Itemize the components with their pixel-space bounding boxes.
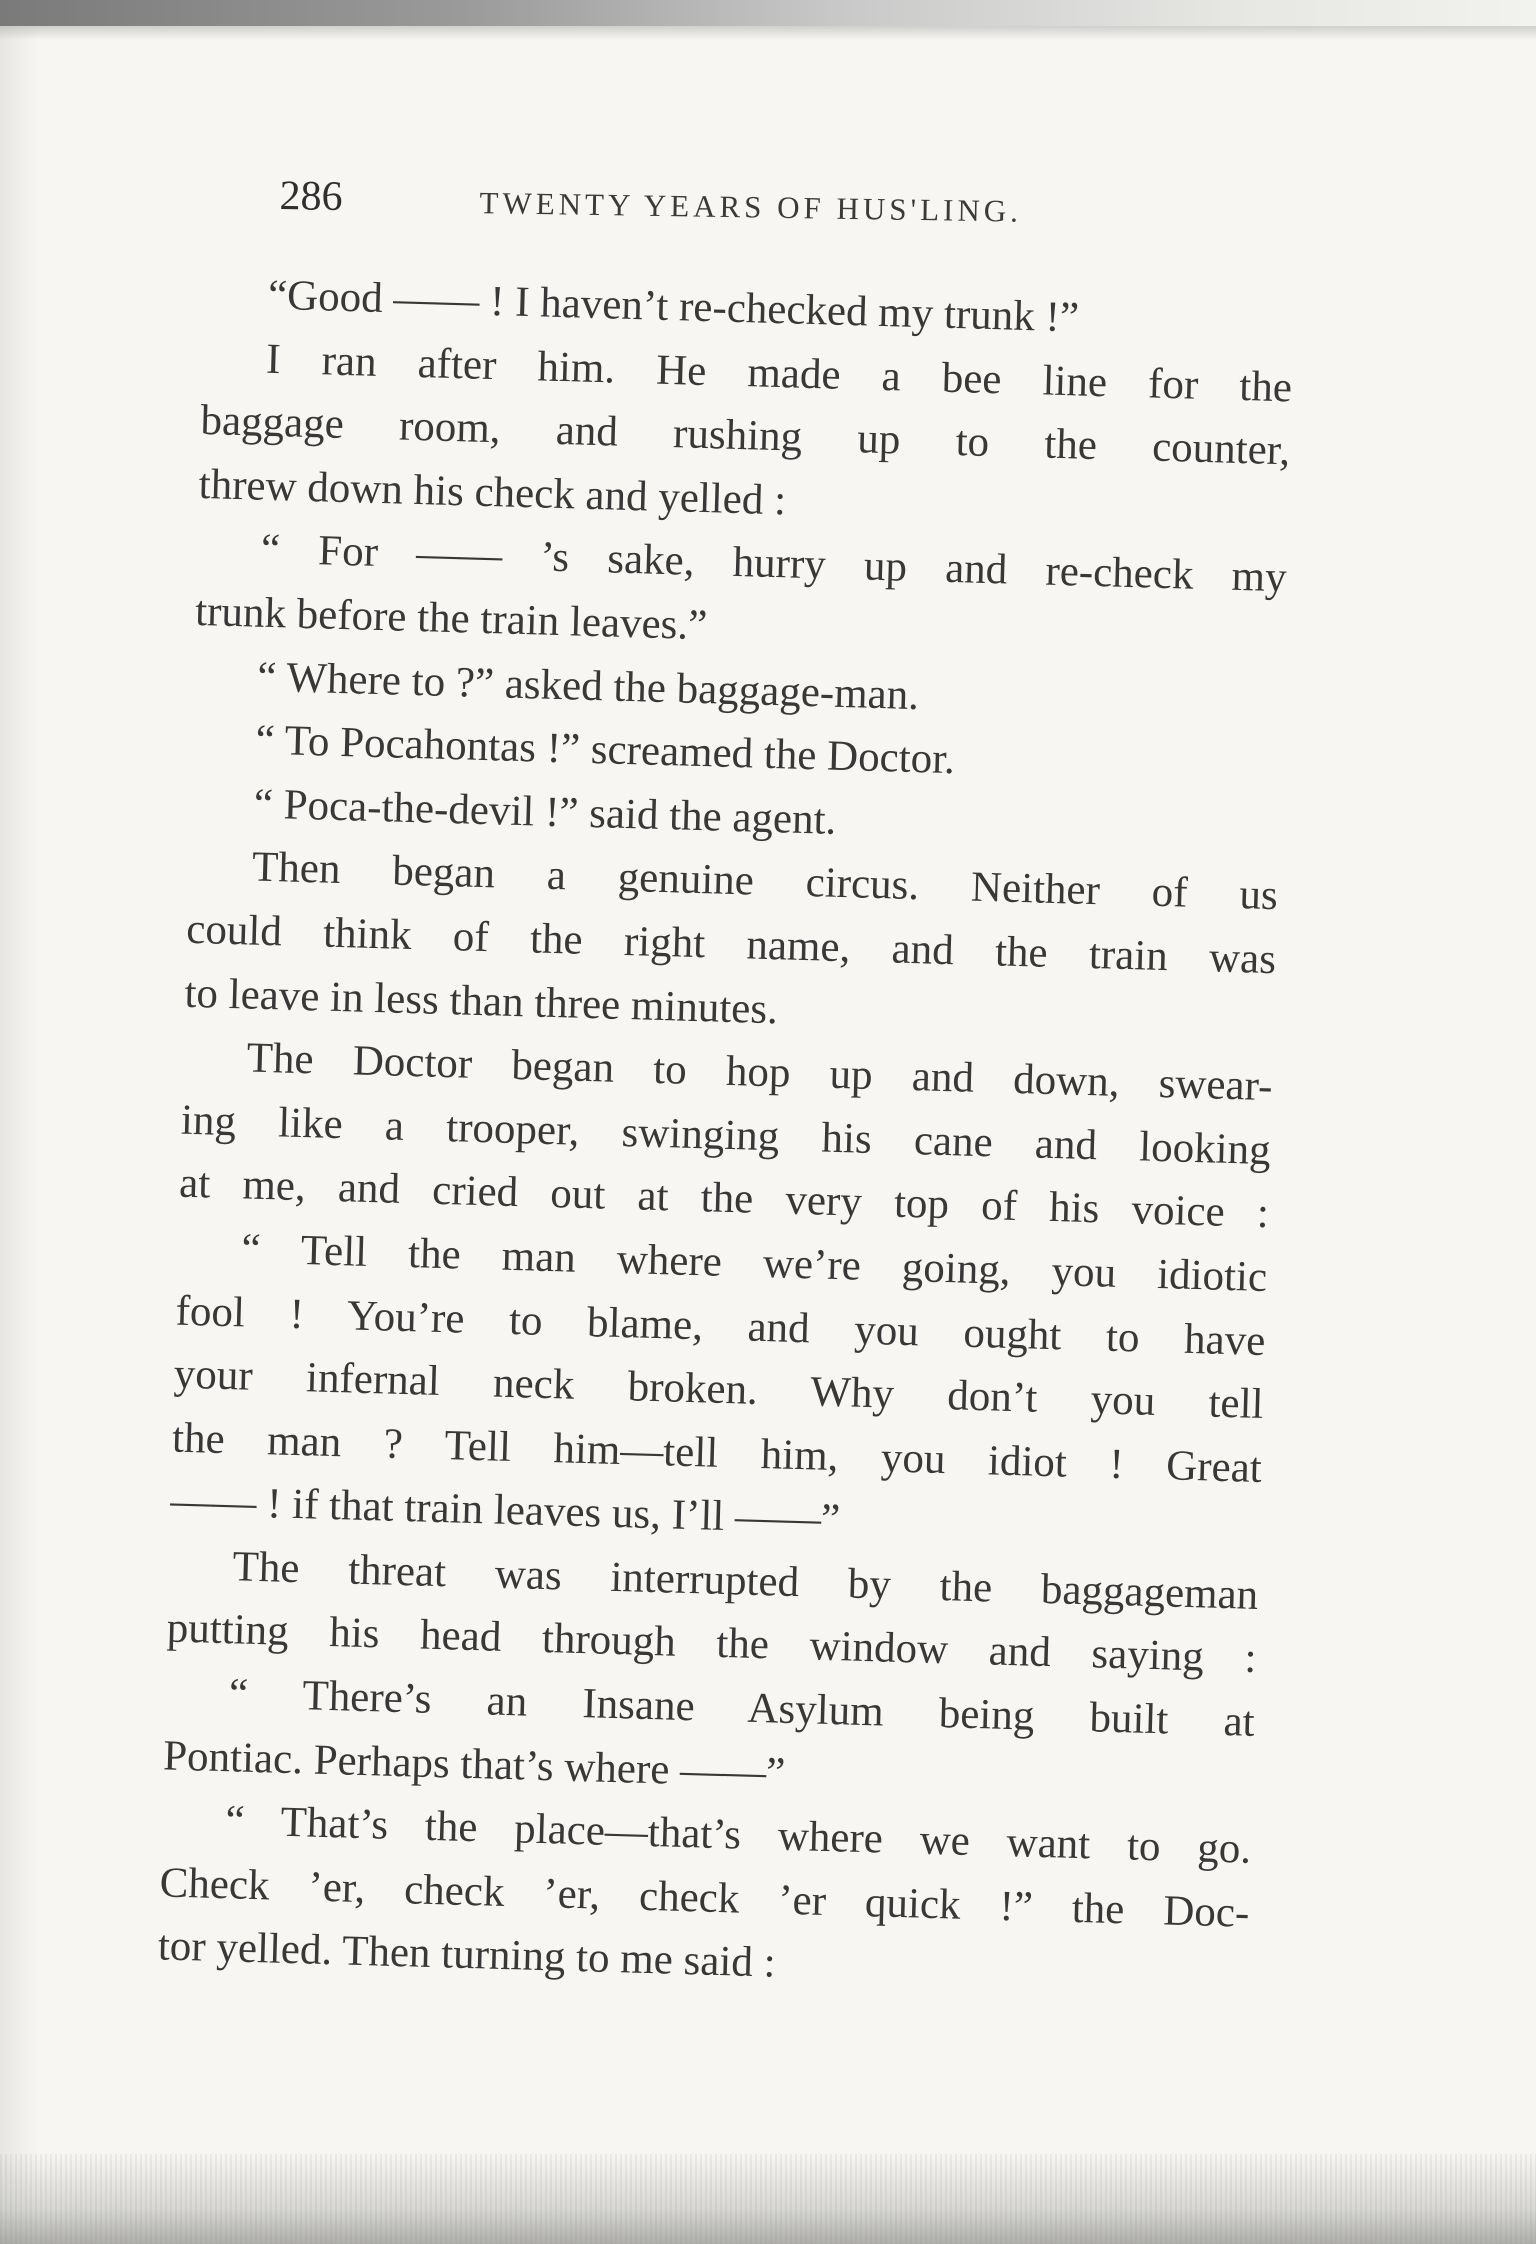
text-line: Check ’er, check ’er, check ’er quick !” the Doc- xyxy=(159,1859,1250,1937)
scan-top-edge xyxy=(0,0,1536,26)
text-line: trunk before the train leaves.” xyxy=(194,587,708,650)
text-line: putting his head through the window and saying : xyxy=(166,1604,1258,1683)
text-line: threw down his check and yelled : xyxy=(198,460,787,525)
text-line: your infernal neck broken. Why don’t you tell xyxy=(173,1350,1265,1429)
text-line: fool ! You’re to blame, and you ought to have xyxy=(175,1287,1266,1365)
text-line: at me, and cried out at the very top of his voice : xyxy=(178,1159,1270,1238)
text-line: ing like a trooper, swinging his cane and looking xyxy=(180,1096,1272,1174)
text-line: “ Tell the man where we’re going, you idiotic xyxy=(240,1225,1268,1301)
running-head-title: TWENTY YEARS OF HUS'LING. xyxy=(479,185,1023,229)
text-line: Then began a genuine circus. Neither of us xyxy=(251,843,1279,920)
text-line: “ That’s the place—that’s where we want to go. xyxy=(224,1797,1252,1874)
scan-top-shadow xyxy=(0,26,1536,40)
text-line: The Doctor began to hop up and down, swear- xyxy=(246,1034,1274,1111)
text-line: “ There’s an Insane Asylum being built at xyxy=(228,1670,1256,1746)
text-line: the man ? Tell him—tell him, you idiot ! Great xyxy=(171,1414,1263,1492)
page-number: 286 xyxy=(279,172,343,220)
text-line: “ Where to ?” asked the baggage-man. xyxy=(256,653,920,719)
text-line: —— ! if that train leaves us, I’ll ——” xyxy=(169,1477,841,1544)
running-head xyxy=(279,172,1280,248)
text-line: could think of the right name, and the train was xyxy=(185,905,1277,984)
text-line: tor yelled. Then turning to me said : xyxy=(157,1922,777,1988)
scan-bottom-edge xyxy=(0,2154,1536,2244)
text-line: I ran after him. He made a bee line for the xyxy=(265,335,1293,411)
page-left-shadow xyxy=(0,0,40,2244)
text-line: “Good —— ! I haven’t re-checked my trunk !” xyxy=(267,271,1080,342)
body-text xyxy=(157,262,1295,2009)
text-line: The threat was interrupted by the baggageman xyxy=(231,1543,1259,1619)
text-line: to leave in less than three minutes. xyxy=(183,969,779,1033)
text-line: “ Poca-the-devil !” said the agent. xyxy=(253,780,837,844)
text-line: Pontiac. Perhaps that’s where ——” xyxy=(162,1732,786,1797)
text-line: “ To Pocahontas !” screamed the Doctor. xyxy=(255,716,956,784)
text-line: “ For —— ’s sake, hurry up and re-check my xyxy=(260,526,1288,602)
text-line: baggage room, and rushing up to the counter, xyxy=(199,397,1291,475)
